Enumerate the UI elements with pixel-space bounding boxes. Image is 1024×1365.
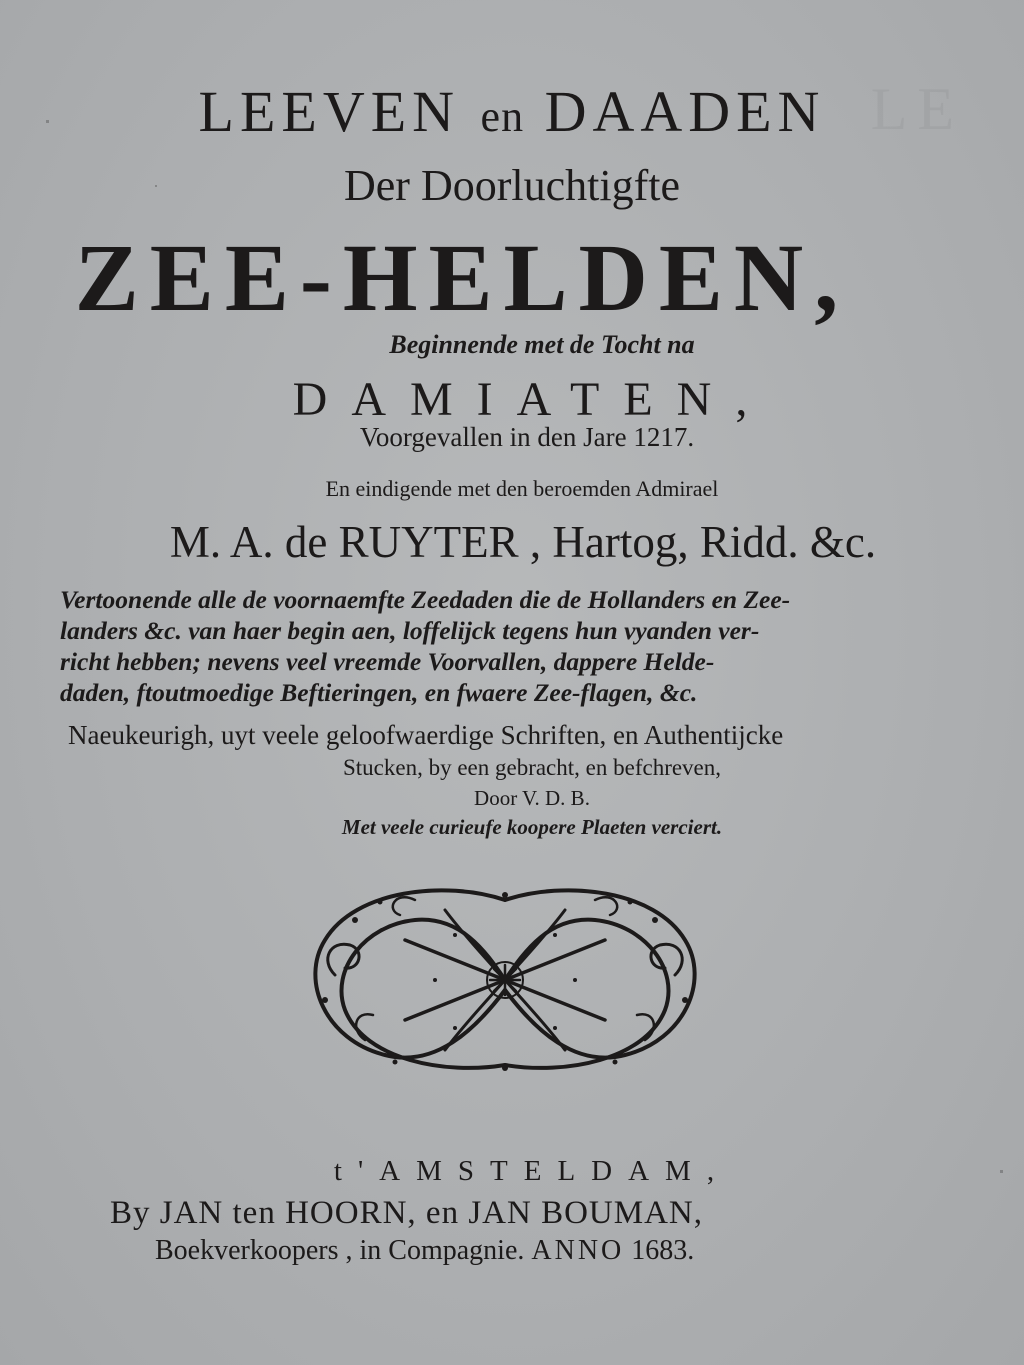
interlaced-vine-ornament-icon — [295, 880, 715, 1075]
imprint-publishers: By JAN ten HOORN, en JAN BOUMAN, — [110, 1195, 703, 1231]
description-line: daden, ftoutmoedige Beftieringen, en fwaere Zee-flagen, &c. — [60, 678, 698, 707]
credit-plates: Met veele curieufe koopere Plaeten verciert. — [341, 815, 723, 839]
credit-stucken: Stucken, by een gebracht, en befchreven, — [342, 755, 722, 780]
paper-speck — [470, 1165, 472, 1167]
subtitle-voorgevallen: Voorgevallen in den Jare 1217. — [359, 422, 695, 452]
credit-author: Door V. D. B. — [474, 786, 590, 810]
paper-speck — [1000, 1170, 1003, 1173]
imprint-booksellers: Boekverkoopers , in Compagnie. — [155, 1235, 525, 1266]
description-line: Vertoonende alle de voornaemfte Zeedaden die de Hollanders en Zee- — [60, 585, 791, 614]
title-word-daaden: DAADEN — [544, 79, 826, 144]
title-word-en: en — [480, 92, 525, 141]
subtitle-beginnende: Beginnende met de Tocht na — [389, 330, 695, 359]
subtitle-damiaten: DAMIATEN, — [292, 373, 772, 426]
description-paragraph — [60, 584, 820, 708]
paper-speck — [155, 185, 157, 187]
title-word-leeven: LEEVEN — [198, 79, 461, 144]
imprint-anno: ANNO — [531, 1235, 625, 1266]
description-line: landers &c. van haer begin aen, loffelijck tegens hun vyanden ver- — [60, 616, 760, 645]
imprint-year-line — [155, 1235, 694, 1267]
imprint-place: t'AMSTELDAM, — [333, 1155, 731, 1187]
title-line-leeven-en-daaden — [0, 78, 1024, 145]
imprint-year: 1683. — [631, 1235, 695, 1266]
subtitle-de-ruyter: M. A. de RUYTER , Hartog, Ridd. &c. — [169, 517, 877, 567]
description-line: richt hebben; nevens veel vreemde Voorvallen, dappere Helde- — [60, 647, 715, 676]
subtitle-eindigende: En eindigende met den beroemden Admirael — [325, 476, 719, 501]
paper-speck — [46, 120, 49, 123]
title-line-zee-helden: ZEE-HELDEN, — [74, 224, 850, 331]
bleed-through-shadow: LE — [870, 76, 964, 142]
credit-naeukeurigh: Naeukeurigh, uyt veele geloofwaerdige Schriften, en Authentijcke — [68, 720, 784, 750]
title-line-doorluchtigste: Der Doorluchtigfte — [344, 161, 680, 210]
